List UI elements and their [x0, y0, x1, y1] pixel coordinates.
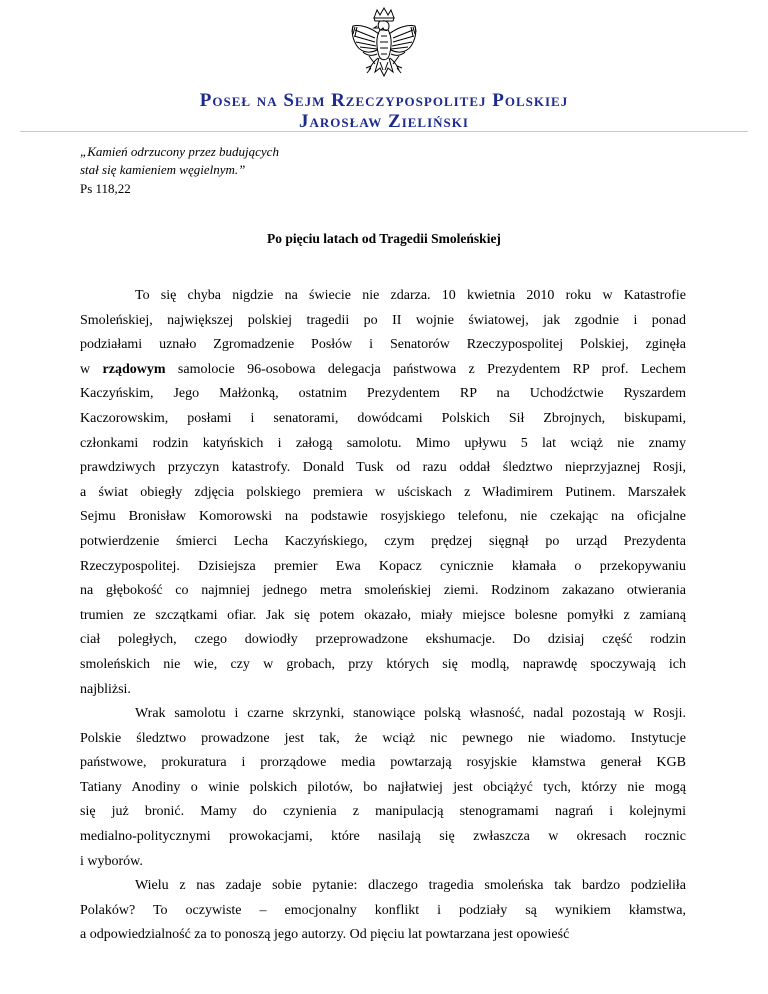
- text-line: się już bronić. Mamy do czynienia z manipulacją stenogramami nagrań i kolejnymi: [80, 804, 686, 820]
- text-line: i wyborów.: [80, 853, 143, 869]
- header-divider: [20, 131, 748, 132]
- text-line: smoleńskich nie wie, czy w grobach, przy których się modlą, naprawdę spoczywają ich: [80, 656, 686, 672]
- text-line: Wrak samolotu i czarne skrzynki, stanowiące polską własność, nadal pozostają w Rosji.: [135, 706, 686, 722]
- paragraph: [80, 874, 686, 948]
- text-line: podziałami uznało Zgromadzenie Posłów i Senatorów Rzeczypospolitej Polskiej, zginęła: [80, 337, 686, 353]
- mp-title-header: Poseł na Sejm Rzeczypospolitej Polskiej: [199, 90, 569, 111]
- text-line: Tatiany Anodiny o winie polskich pilotów, bo najłatwiej jest obciążyć tych, którzy nie mogą: [80, 779, 686, 795]
- text-line: To się chyba nigdzie na świecie nie zdarza. 10 kwietnia 2010 roku w Katastrofie: [135, 288, 686, 303]
- text-line: a odpowiedzialność za to ponoszą jego autorzy. Od pięciu lat powtarzana jest opowieść: [80, 927, 570, 943]
- text-line: medialno-politycznymi prowokacjami, które nasilają się zwłaszcza w okresach rocznic: [80, 829, 686, 845]
- text-line: Kaczyńskim, Jego Małżonką, ostatnim Prezydentem RP na Uchodźctwie Ryszardem: [80, 386, 686, 402]
- document-body: [80, 284, 686, 948]
- document-title: Po pięciu latach od Tragedii Smoleńskiej: [267, 231, 501, 246]
- paragraph: [80, 284, 686, 702]
- polish-eagle-emblem: [347, 6, 421, 92]
- text-line: państwowe, prokuratura i prorządowe media powtarzają rosyjskie kłamstwa generał KGB: [80, 755, 686, 771]
- text-line: najbliżsi.: [80, 681, 131, 697]
- paragraph: [80, 702, 686, 874]
- text-line: Wielu z nas zadaje sobie pytanie: dlaczego tragedia smoleńska tak bardzo podzieliła: [135, 878, 686, 894]
- text-line: członkami rodzin katyńskich i załogą samolotu. Mimo upływu 5 lat wciąż nie znamy: [80, 435, 686, 451]
- text-line: a świat obiegły zdjęcia polskiego premiera w uściskach z Władimirem Putinem. Marszałek: [80, 484, 686, 500]
- text-line: Rzeczypospolitej. Dzisiejsza premier Ewa Kopacz cynicznie kłamała o przekopywaniu: [80, 558, 686, 574]
- text-line: Polaków? To oczywiste – emocjonalny konflikt i podziały są wynikiem kłamstwa,: [80, 902, 686, 918]
- text-line: trumien ze szczątkami ofiar. Jak się potem okazało, miały miejsce bolesne pomyłki z zamianą: [80, 607, 686, 623]
- epigraph-reference: Ps 118,22: [80, 181, 131, 196]
- epigraph-line: „Kamień odrzucony przez budujących: [80, 144, 279, 159]
- mp-name-header: Jarosław Zieliński: [299, 111, 469, 132]
- epigraph-line: stał się kamieniem węgielnym.”: [80, 162, 246, 177]
- epigraph: [80, 143, 480, 198]
- text-line: w rządowym samolocie 96-osobowa delegacja państwowa z Prezydentem RP prof. Lechem: [80, 361, 686, 377]
- text-line: potwierdzenie śmierci Lecha Kaczyńskiego, czym prędzej sięgnął po urząd Prezydenta: [80, 533, 686, 549]
- text-line: Sejmu Bronisław Komorowski na podstawie rosyjskiego telefonu, nie czekając na oficjalne: [80, 509, 686, 525]
- text-line: ciał poległych, czego dowiodły przeprowadzone ekshumacje. Do dzisiaj część rodzin: [80, 632, 686, 648]
- text-line: Polskie śledztwo prowadzone jest tak, że wciąż nic pewnego nie wiadomo. Instytucje: [80, 730, 686, 746]
- text-line: prawdziwych przyczyn katastrofy. Donald Tusk od razu oddał śledztwo nieprzyjaznej Rosji,: [80, 460, 686, 476]
- text-line: na głębokość co najmniej jednego metra smoleńskiej ziemi. Rodzinom zakazano otwierania: [80, 583, 686, 599]
- text-line: Kaczorowskim, posłami i senatorami, dowódcami Polskich Sił Zbrojnych, biskupami,: [80, 410, 686, 426]
- text-line: Smoleńskiej, największej polskiej tragedii po II wojnie światowej, jak zgodnie i ponad: [80, 312, 686, 328]
